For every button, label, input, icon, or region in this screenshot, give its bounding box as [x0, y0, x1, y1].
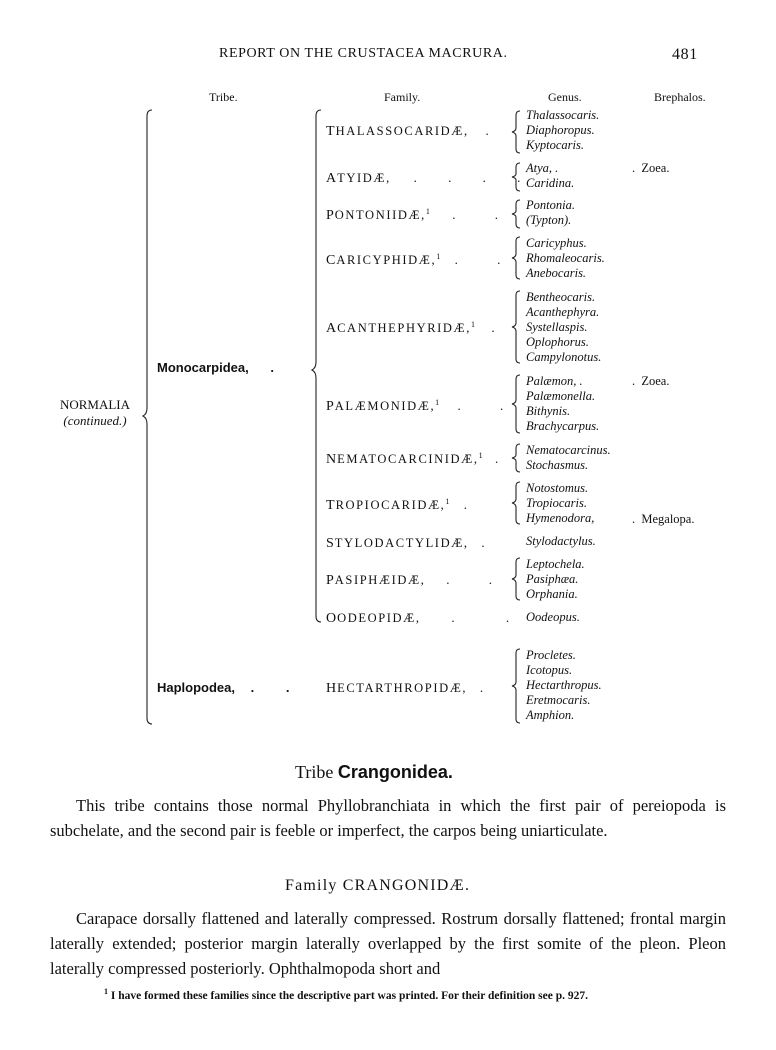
family-row: PASIPHÆIDÆ, . . — [326, 572, 510, 589]
genus-brace — [512, 162, 522, 192]
tribe-monocarpidea — [157, 360, 280, 375]
tribe-title: Tribe Crangonidea. — [295, 762, 453, 782]
genus-list: Leptochela. Pasiphæa. Orphania. — [526, 557, 585, 601]
group-label — [40, 397, 150, 429]
genus-list: Thalassocaris. Diaphoropus. Kyptocaris. — [526, 108, 600, 152]
genus-list: Atya, . Caridina. — [526, 161, 575, 190]
genus-brace — [512, 648, 522, 724]
genus-list: Nematocarcinus. Stochasmus. — [526, 443, 611, 472]
tribe-dots: . . — [250, 680, 304, 695]
brephalos-value: . Zoea. — [632, 374, 670, 388]
genus-brace — [512, 236, 522, 280]
family-title: Family CRANGONIDÆ. — [285, 877, 471, 894]
family-row: CARICYPHIDÆ,$^1$ . . — [326, 252, 519, 269]
family-row: ATYIDÆ, . . . . — [326, 170, 535, 187]
monocarpidea-brace — [312, 108, 322, 628]
col-header-genus: Genus. — [548, 90, 582, 104]
footnote — [104, 987, 588, 1002]
genus-brace — [512, 199, 522, 229]
tribe-dots: . — [270, 360, 280, 375]
family-row: THALASSOCARIDÆ, . — [326, 123, 495, 140]
genus-list: Pontonia. (Typton). — [526, 198, 575, 227]
genus-list: Stylodactylus. — [526, 534, 596, 548]
genus-list: Bentheocaris. Acanthephyra. Systellaspis. Oplophorus. Campylonotus. — [526, 290, 602, 364]
genus-brace — [512, 110, 522, 154]
genus-brace — [512, 557, 522, 601]
page-number: 481 — [672, 46, 698, 63]
family-row: TROPIOCARIDÆ,$^1$ . — [326, 497, 473, 514]
footnote-mark: 1 — [104, 987, 108, 996]
genus-brace — [512, 481, 522, 525]
brephalos-value: . Zoea. — [632, 161, 670, 175]
tribe-name: Monocarpidea, — [157, 360, 249, 375]
genus-list: Oodeopus. — [526, 610, 580, 624]
genus-brace — [512, 374, 522, 434]
family-row: ACANTHEPHYRIDÆ,$^1$ . — [326, 320, 501, 337]
family-row: NEMATOCARCINIDÆ,$^1$ . — [326, 451, 505, 468]
genus-list: Procletes. Icotopus. Hectarthropus. Eretmocaris. Amphion. — [526, 648, 602, 722]
genus-brace — [512, 443, 522, 473]
family-row: PONTONIIDÆ,$^1$ . . — [326, 207, 517, 224]
brephalos-value: . Megalopa. — [632, 512, 695, 526]
family-row: OODEOPIDÆ, . . — [326, 610, 534, 627]
tribe-name: Haplopodea, — [157, 680, 236, 695]
col-header-tribe: Tribe. — [209, 90, 238, 104]
genus-list: Caricyphus. Rhomaleocaris. Anebocaris. — [526, 236, 605, 280]
footnote-text: I have formed these families since the descriptive part was printed. For their definition see p. 927. — [110, 989, 588, 1002]
family-row: HECTARTHROPIDÆ, . — [326, 680, 490, 697]
family-row: STYLODACTYLIDÆ, . — [326, 535, 491, 552]
group-name: NORMALIA — [59, 397, 131, 412]
genus-list: Palæmon, . Palæmonella. Bithynis. Brachycarpus. — [526, 374, 600, 433]
genus-list: Notostomus. Tropiocaris. Hymenodora, — [526, 481, 595, 525]
family-row: PALÆMONIDÆ,$^1$ . . — [326, 398, 522, 415]
normalia-brace — [143, 108, 153, 728]
tribe-haplopodea — [157, 680, 303, 695]
genus-brace — [512, 290, 522, 364]
col-header-brephalos: Brephalos. — [654, 90, 706, 104]
running-title: REPORT ON THE CRUSTACEA MACRURA. — [219, 46, 508, 61]
col-header-family: Family. — [384, 90, 421, 104]
family-paragraph: Carapace dorsally flattened and laterally compressed. Rostrum dorsally flattened; frontal margin laterally extended; posterior margin laterally overlapped by the first somite of the pleon. Pleon laterally compressed posteriorly. Ophthalmopoda short and — [50, 909, 726, 978]
group-sublabel: (continued.) — [63, 413, 127, 428]
tribe-paragraph: This tribe contains those normal Phyllobranchiata in which the first pair of pereiopoda is subchelate, and the second pair is feeble or imperfect, the carpos being uniarticulate. — [50, 796, 726, 840]
